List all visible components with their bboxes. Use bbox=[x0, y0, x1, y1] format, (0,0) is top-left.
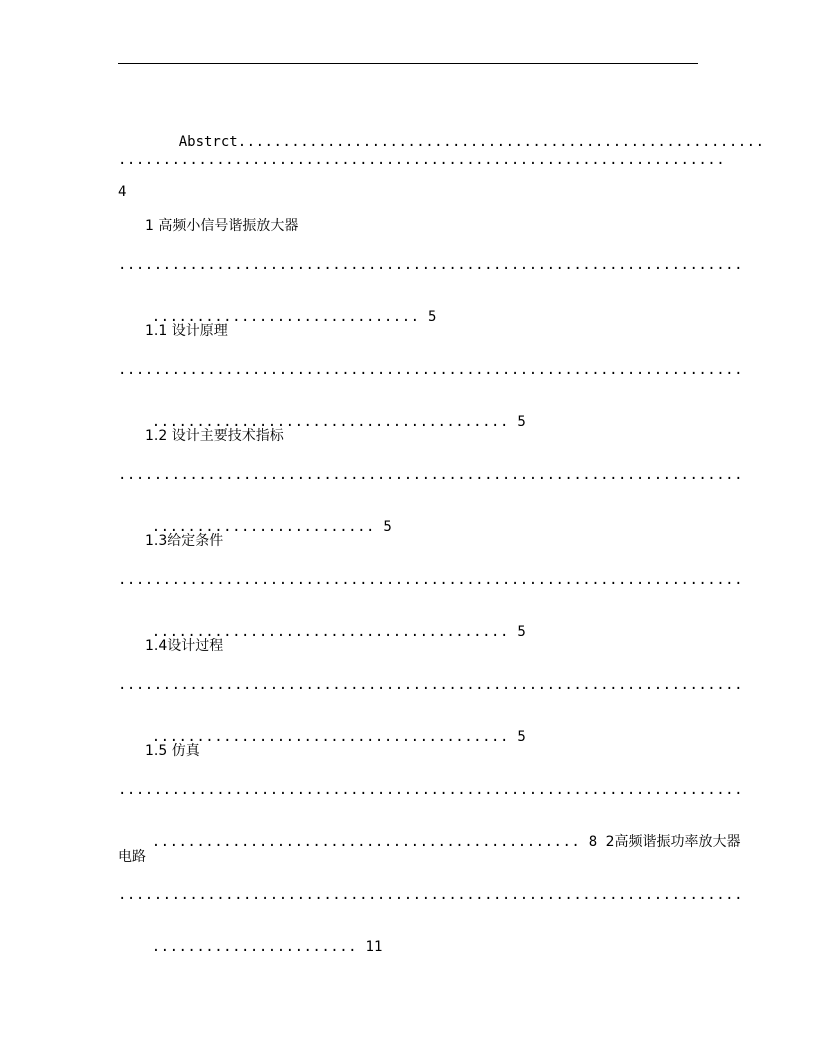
toc-leader: ......................... bbox=[151, 519, 375, 535]
toc-page-number: 8 bbox=[588, 834, 598, 850]
toc-leader-with-page bbox=[118, 812, 741, 850]
toc-leader-line: ...................................................................... bbox=[118, 887, 744, 903]
toc-entry-1-5[interactable]: 1.5 仿真 bbox=[145, 743, 200, 759]
toc-page-number: 5 bbox=[517, 729, 526, 745]
toc-leader-line: ...................................................................... bbox=[118, 782, 744, 798]
toc-page-number: 5 bbox=[428, 309, 437, 325]
toc-leader-line: ...................................................................... bbox=[118, 362, 744, 378]
toc-entry-label: Abstrct bbox=[178, 134, 238, 150]
toc-leader: ........................................ bbox=[151, 624, 509, 640]
toc-leader-line: .................................................................... bbox=[118, 152, 726, 168]
toc-page-number: 5 bbox=[517, 414, 526, 430]
toc-entry-1-2[interactable]: 1.2 设计主要技术指标 bbox=[145, 428, 284, 444]
toc-leader-line: ...................................................................... bbox=[118, 467, 744, 483]
toc-leader-with-page bbox=[118, 497, 698, 535]
toc-leader-with-page bbox=[118, 602, 698, 640]
toc-entry-abstract[interactable] bbox=[145, 112, 765, 150]
toc-leader-line: ...................................................................... bbox=[118, 257, 744, 273]
toc-leader: ........................................................... bbox=[237, 134, 765, 150]
toc-leader-with-page bbox=[118, 917, 698, 955]
toc-leader-line: ...................................................................... bbox=[118, 677, 744, 693]
toc-leader: .............................. bbox=[151, 309, 420, 325]
toc-leader-line: ...................................................................... bbox=[118, 572, 744, 588]
toc-entry-chapter-2-cont[interactable]: 电路 bbox=[118, 849, 146, 865]
toc-page-number: 5 bbox=[517, 624, 526, 640]
toc-entry-chapter-1[interactable]: 1 高频小信号谐振放大器 bbox=[145, 218, 299, 234]
toc-leader: ................................................ bbox=[151, 834, 581, 850]
toc-leader-with-page bbox=[118, 287, 698, 325]
toc-leader: ........................................ bbox=[151, 414, 509, 430]
toc-entry-1-1[interactable]: 1.1 设计原理 bbox=[145, 323, 228, 339]
toc-page-number: 11 bbox=[365, 939, 383, 955]
toc-leader: ........................................ bbox=[151, 729, 509, 745]
toc-entry-1-4[interactable]: 1.4设计过程 bbox=[145, 638, 224, 654]
toc-entry-chapter-2[interactable]: 2高频谐振功率放大器 bbox=[605, 834, 741, 850]
toc-leader-with-page bbox=[118, 707, 698, 745]
toc-page-number: 5 bbox=[383, 519, 392, 535]
toc-page-number: 4 bbox=[118, 184, 127, 200]
header-rule bbox=[118, 63, 698, 64]
toc-leader: ....................... bbox=[151, 939, 358, 955]
toc-entry-1-3[interactable]: 1.3给定条件 bbox=[145, 533, 224, 549]
toc-leader-with-page bbox=[118, 392, 698, 430]
